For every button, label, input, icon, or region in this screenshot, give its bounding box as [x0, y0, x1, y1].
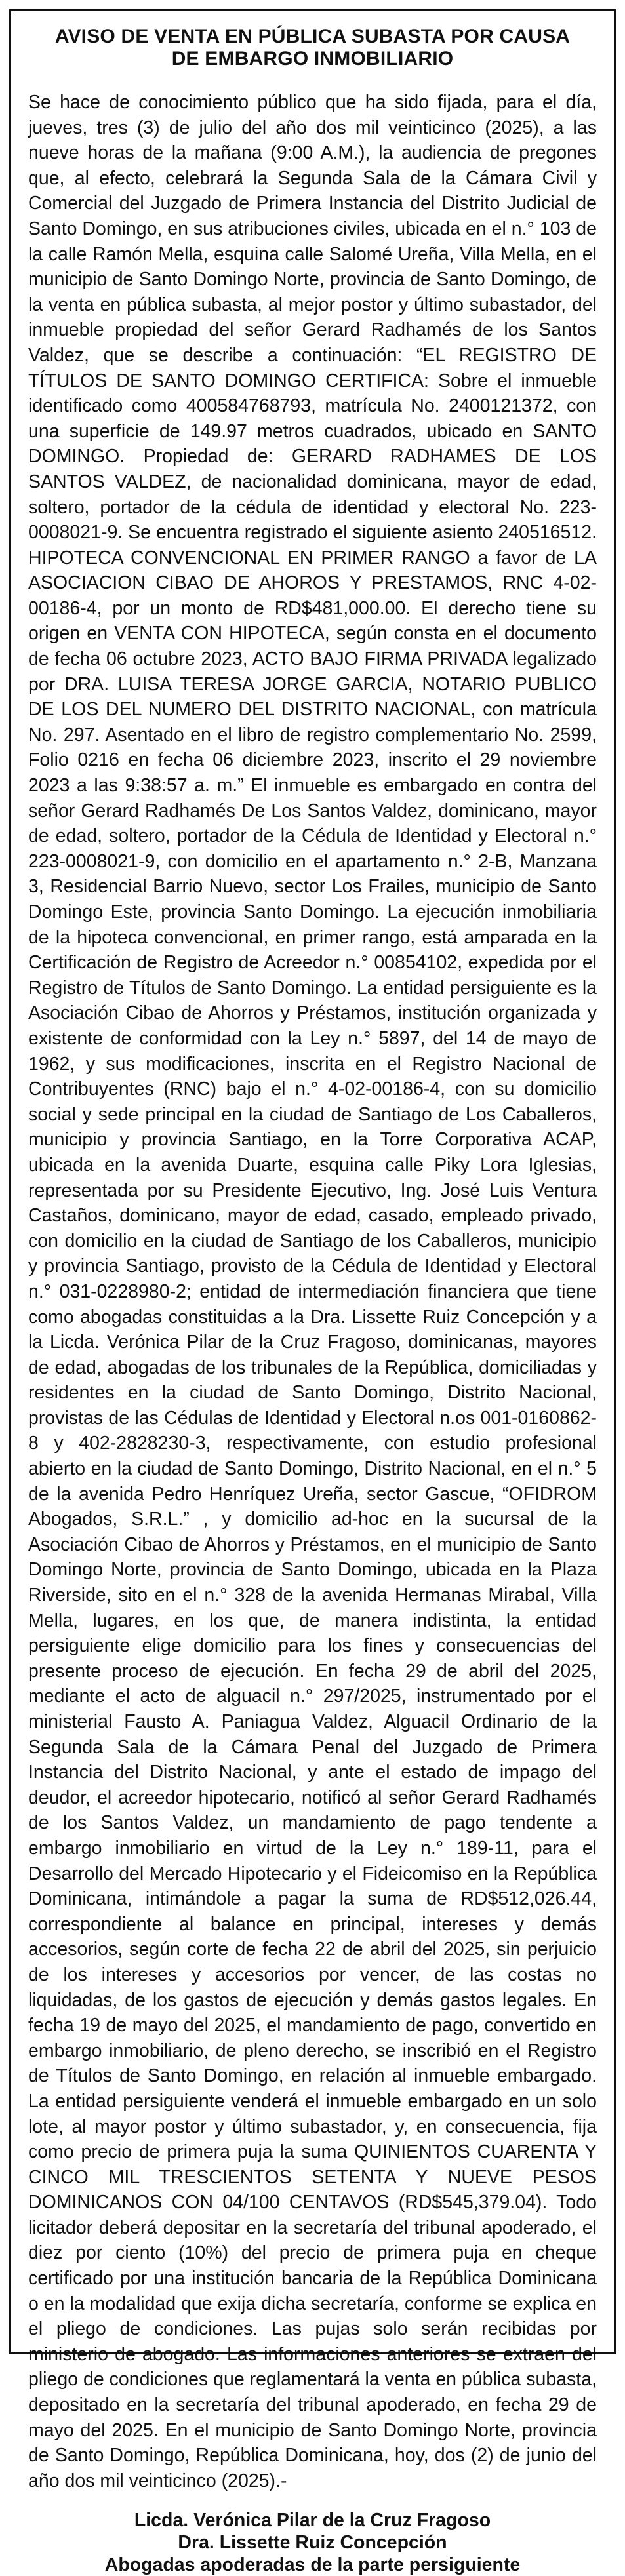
notice-title: [28, 26, 597, 70]
notice-title-line-1: AVISO DE VENTA EN PÚBLICA SUBASTA POR CAUSA: [54, 26, 571, 47]
notice-body: Se hace de conocimiento público que ha sido fijada, para el día, jueves, tres (3) de julio del año dos mil veinticinco (2025), a las nueve horas de la mañana (9:00 A.M.), la audiencia de pregones que, al efecto, celebrará la Segunda Sala de la Cámara Civil y Comercial del Juzgado de Primera Instancia del Distrito Judicial de Santo Domingo, en sus atribuciones civiles, ubicada en el n.° 103 de la calle Ramón Mella, esquina calle Salomé Ureña, Villa Mella, en el municipio de Santo Domingo Norte, provincia de Santo Domingo, de la venta en pública subasta, al mejor postor y último subastador, del inmueble propiedad del señor Gerard Radhamés de los Santos Valdez, que se describe a continuación: “EL REGISTRO DE TÍTULOS DE SANTO DOMINGO CERTIFICA: Sobre el inmueble identificado como 400584768793, matrícula No. 2400121372, con una superficie de 149.97 metros cuadrados, ubicado en SANTO DOMINGO. Propiedad de: GERARD RADHAMES DE LOS SANTOS VALDEZ, de nacionalidad dominicana, mayor de edad, soltero, portador de la cédula de identidad y electoral No. 223-0008021-9. Se encuentra registrado el siguiente asiento 240516512. HIPOTECA CONVENCIONAL EN PRIMER RANGO a favor de LA ASOCIACION CIBAO DE AHOROS Y PRESTAMOS, RNC 4-02-00186-4, por un monto de RD$481,000.00. El derecho tiene su origen en VENTA CON HIPOTECA, según consta en el documento de fecha 06 octubre 2023, ACTO BAJO FIRMA PRIVADA legalizado por DRA. LUISA TERESA JORGE GARCIA, NOTARIO PUBLICO DE LOS DEL NUMERO DEL DISTRITO NACIONAL, con matrícula No. 297. Asentado en el libro de registro complementario No. 2599, Folio 0216 en fecha 06 diciembre 2023, inscrito el 29 noviembre 2023 a las 9:38:57 a. m.” El inmueble es embargado en contra del señor Gerard Radhamés De Los Santos Valdez, dominicano, mayor de edad, soltero, portador de la Cédula de Identidad y Electoral n.° 223-0008021-9, con domicilio en el apartamento n.° 2-B, Manzana 3, Residencial Barrio Nuevo, sector Los Frailes, municipio de Santo Domingo Este, provincia Santo Domingo. La ejecución inmobiliaria de la hipoteca convencional, en primer rango, está amparada en la Certificación de Registro de Acreedor n.° 00854102, expedida por el Registro de Títulos de Santo Domingo. La entidad persiguiente es la Asociación Cibao de Ahorros y Préstamos, institución organizada y existente de conformidad con la Ley n.° 5897, del 14 de mayo de 1962, y sus modificaciones, inscrita en el Registro Nacional de Contribuyentes (RNC) bajo el n.° 4-02-00186-4, con su domicilio social y sede principal en la ciudad de Santiago de Los Caballeros, municipio y provincia Santiago, en la Torre Corporativa ACAP, ubicada en la avenida Duarte, esquina calle Piky Lora Iglesias, representada por su Presidente Ejecutivo, Ing. José Luis Ventura Castaños, dominicano, mayor de edad, casado, empleado privado, con domicilio en la ciudad de Santiago de los Caballeros, municipio y provincia Santiago, provisto de la Cédula de Identidad y Electoral n.° 031-0228980-2; entidad de intermediación financiera que tiene como abogadas constituidas a la Dra. Lissette Ruiz Concepción y a la Licda. Verónica Pilar de la Cruz Fragoso, dominicanas, mayores de edad, abogadas de los tribunales de la República, domiciliadas y residentes en la ciudad de Santo Domingo, Distrito Nacional, provistas de las Cédulas de Identidad y Electoral n.os 001-0160862-8 y 402-2828230-3, respectivamente, con estudio profesional abierto en la ciudad de Santo Domingo, Distrito Nacional, en el n.° 5 de la avenida Pedro Henríquez Ureña, sector Gascue, “OFIDROM Abogados, S.R.L.” , y domicilio ad-hoc en la sucursal de la Asociación Cibao de Ahorros y Préstamos, en el municipio de Santo Domingo Norte, provincia de Santo Domingo, ubicada en la Plaza Riverside, sito en el n.° 328 de la avenida Hermanas Mirabal, Villa Mella, lugares, en los que, de manera indistinta, la entidad persiguiente elige domicilio para los fines y consecuencias del presente proceso de ejecución. En fecha 29 de abril del 2025, mediante el acto de alguacil n.° 297/2025, instrumentado por el ministerial Fausto A. Paniagua Valdez, Alguacil Ordinario de la Segunda Sala de la Cámara Penal del Juzgado de Primera Instancia del Distrito Nacional, y ante el estado de impago del deudor, el acreedor hipotecario, notificó al señor Gerard Radhamés de los Santos Valdez, un mandamiento de pago tendente a embargo inmobiliario en virtud de la Ley n.° 189-11, para el Desarrollo del Mercado Hipotecario y el Fideicomiso en la República Dominicana, intimándole a pagar la suma de RD$512,026.44, correspondiente al balance en principal, intereses y demás accesorios, según corte de fecha 22 de abril del 2025, sin perjuicio de los intereses y accesorios por vencer, de las costas no liquidadas, de los gastos de ejecución y demás gastos legales. En fecha 19 de mayo del 2025, el mandamiento de pago, convertido en embargo inmobiliario, de pleno derecho, se inscribió en el Registro de Títulos de Santo Domingo, en relación al inmueble embargado. La entidad persiguiente venderá el inmueble embargado en un solo lote, al mayor postor y último subastador, y, en consecuencia, fija como precio de primera puja la suma QUINIENTOS CUARENTA Y CINCO MIL TRESCIENTOS SETENTA Y NUEVE PESOS DOMINICANOS CON 04/100 CENTAVOS (RD$545,379.04). Todo licitador deberá depositar en la secretaría del tribunal apoderado, el diez por ciento (10%) del precio de primera puja en cheque certificado por una institución bancaria de la República Dominicana o en la modalidad que exija dicha secretaría, conforme se explica en el pliego de condiciones. Las pujas solo serán recibidas por ministerio de abogado. Las informaciones anteriores se extraen del pliego de condiciones que reglamentará la venta en pública subasta, depositado en la secretaría del tribunal apoderado, en fecha 29 de mayo del 2025. En el municipio de Santo Domingo Norte, provincia de Santo Domingo, República Dominicana, hoy, dos (2) de junio del año dos mil veinticinco (2025).-: [28, 92, 597, 2491]
signature-veronica-de-la-cruz: Licda. Verónica Pilar de la Cruz Fragoso: [134, 2510, 491, 2531]
signature-role: Abogadas apoderadas de la parte persiguiente: [104, 2554, 521, 2576]
legal-notice: [9, 9, 616, 2576]
notice-title-line-2: DE EMBARGO INMOBILIARIO: [171, 48, 454, 69]
signature-block: [28, 2509, 597, 2576]
signature-lissette-ruiz: Dra. Lissette Ruiz Concepción: [178, 2532, 447, 2554]
